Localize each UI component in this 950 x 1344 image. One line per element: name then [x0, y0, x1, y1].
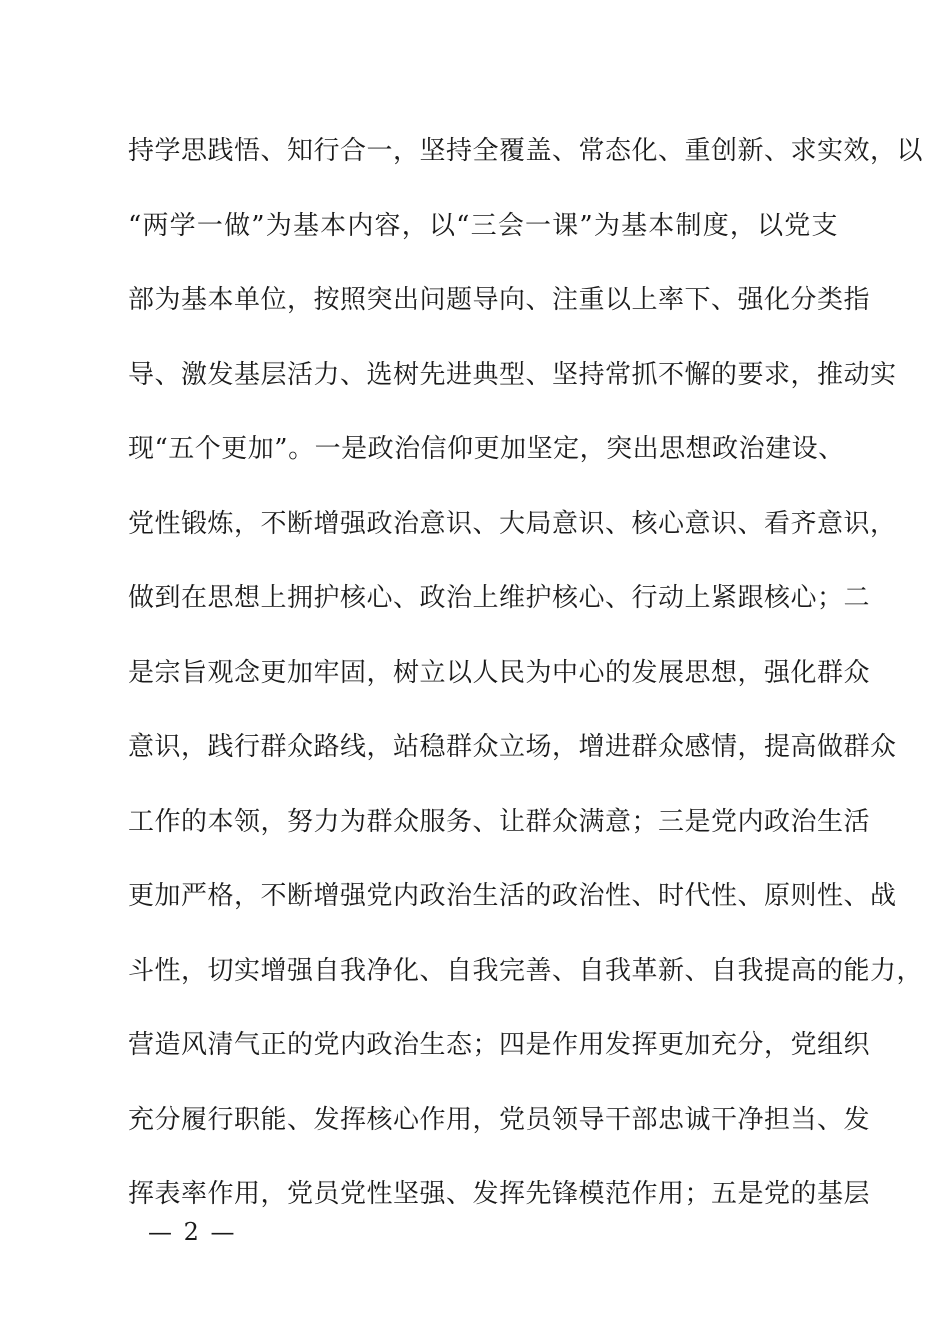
text-line: 意识，践行群众路线，站稳群众立场，增进群众感情，提高做群众 — [128, 732, 897, 762]
text-line: “两学一做”为基本内容，以“三会一课”为基本制度，以党支 — [128, 210, 838, 241]
text-line: 挥表率作用，党员党性坚强、发挥先锋模范作用；五是党的基层 — [128, 1179, 871, 1209]
text-line: 更加严格，不断增强党内政治生活的政治性、时代性、原则性、战 — [128, 881, 897, 911]
text-line: 充分履行职能、发挥核心作用，党员领导干部忠诚干净担当、发 — [128, 1104, 871, 1135]
text-line: 现“五个更加”。一是政治信仰更加坚定，突出思想政治建设、 — [128, 434, 845, 464]
text-line: 营造风清气正的党内政治生态；四是作用发挥更加充分，党组织 — [128, 1030, 871, 1060]
text-line: 做到在思想上拥护核心、政治上维护核心、行动上紧跟核心；二 — [128, 583, 871, 613]
text-line: 工作的本领，努力为群众服务、让群众满意；三是党内政治生活 — [128, 806, 871, 837]
body-text — [128, 126, 924, 1244]
text-line: 持学思践悟、知行合一，坚持全覆盖、常态化、重创新、求实效，以 — [128, 136, 924, 166]
text-line: 导、激发基层活力、选树先进典型、坚持常抓不懈的要求，推动实 — [128, 359, 897, 390]
text-line: 党性锻炼，不断增强政治意识、大局意识、核心意识、看齐意识， — [128, 508, 897, 539]
page-number: — 2 — — [148, 1218, 237, 1246]
text-line: 部为基本单位，按照突出问题导向、注重以上率下、强化分类指 — [128, 285, 871, 315]
text-line: 是宗旨观念更加牢固，树立以人民为中心的发展思想，强化群众 — [128, 657, 871, 688]
text-line: 斗性，切实增强自我净化、自我完善、自我革新、自我提高的能力， — [128, 955, 924, 986]
